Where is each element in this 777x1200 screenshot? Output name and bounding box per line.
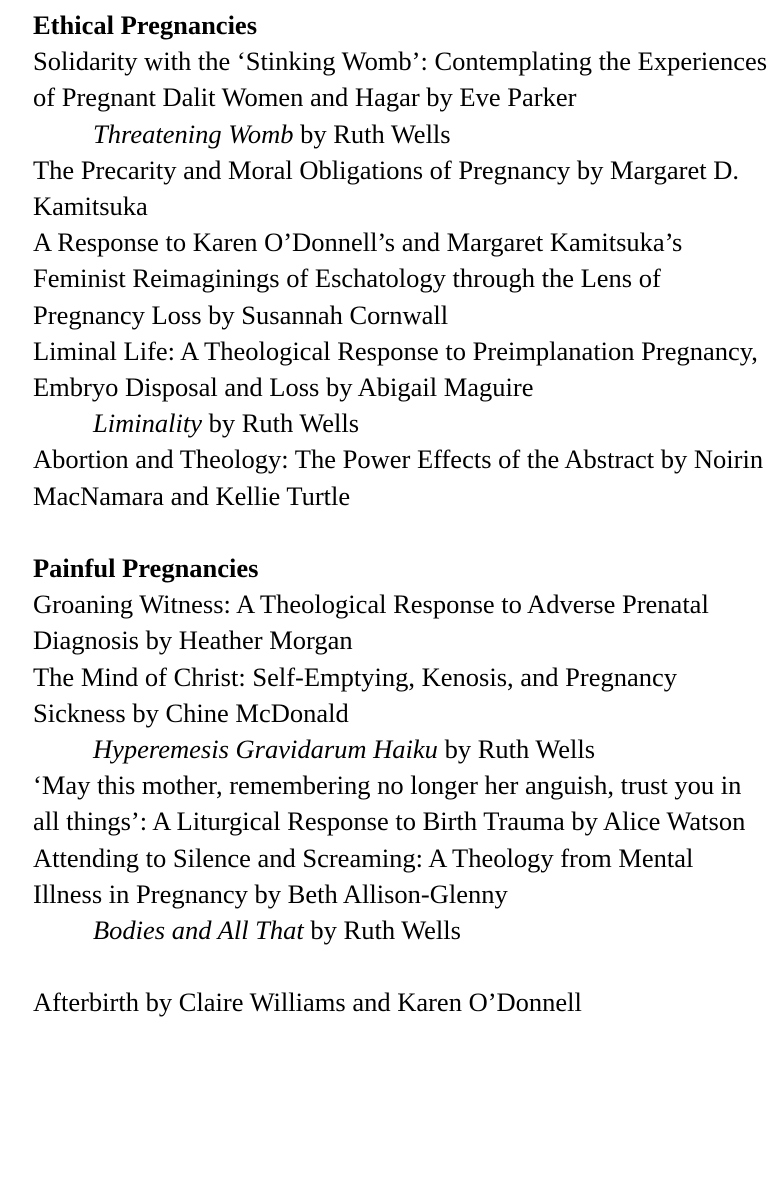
- section-spacer: [33, 514, 768, 550]
- chapter-entry: Liminal Life: A Theological Response to Preimplanation Pregnancy, Embryo Disposal and Loss by Abigail Maguire: [33, 335, 758, 403]
- chapter-entry: A Response to Karen O’Donnell’s and Margaret Kamitsuka’s Feminist Reimaginings of Eschatology through the Lens of Pregnancy Loss by Susannah Cornwall: [33, 227, 683, 330]
- chapter-entry: Attending to Silence and Screaming: A Theology from Mental Illness in Pregnancy by Beth Allison-Glenny: [33, 842, 694, 909]
- poem-byline: by Ruth Wells: [437, 734, 596, 765]
- poem-title: Bodies and All That: [93, 915, 304, 946]
- section-painful-pregnancies: [33, 550, 768, 948]
- poem-title: Liminality: [93, 408, 202, 439]
- chapter-entry: The Mind of Christ: Self-Emptying, Kenosis, and Pregnancy Sickness by Chine McDonald: [33, 661, 678, 728]
- chapter-entry: Groaning Witness: A Theological Response to Adverse Prenatal Diagnosis by Heather Morgan: [33, 589, 709, 656]
- poem-entry: [33, 912, 768, 948]
- poem-title: Threatening Womb: [93, 118, 294, 149]
- poem-title: Hyperemesis Gravidarum Haiku: [93, 734, 438, 765]
- chapter-entry: Solidarity with the ‘Stinking Womb’: Contemplating the Experiences of Pregnant Dalit Women and Hagar by Eve Parker: [33, 46, 768, 113]
- table-of-contents: [33, 7, 768, 1021]
- chapter-entry: Abortion and Theology: The Power Effects of the Abstract by Noirin MacNamara and Kellie Turtle: [33, 444, 764, 511]
- poem-entry: [33, 116, 768, 152]
- section-ethical-pregnancies: [33, 7, 768, 514]
- section-spacer: [33, 948, 768, 984]
- poem-byline: by Ruth Wells: [303, 915, 461, 946]
- poem-byline: by Ruth Wells: [293, 118, 451, 149]
- poem-byline: by Ruth Wells: [201, 408, 360, 439]
- poem-entry: [33, 731, 768, 767]
- chapter-entry: The Precarity and Moral Obligations of Pregnancy by Margaret D. Kamitsuka: [33, 154, 739, 222]
- afterword-entry: Afterbirth by Claire Williams and Karen O’Donnell: [33, 987, 582, 1018]
- section-title: Ethical Pregnancies: [33, 10, 258, 40]
- chapter-entry: ‘May this mother, remembering no longer her anguish, trust you in all things’: A Liturgical Response to Birth Trauma by Alice Watson: [33, 770, 746, 837]
- poem-entry: [33, 405, 768, 441]
- section-title: Painful Pregnancies: [33, 553, 259, 584]
